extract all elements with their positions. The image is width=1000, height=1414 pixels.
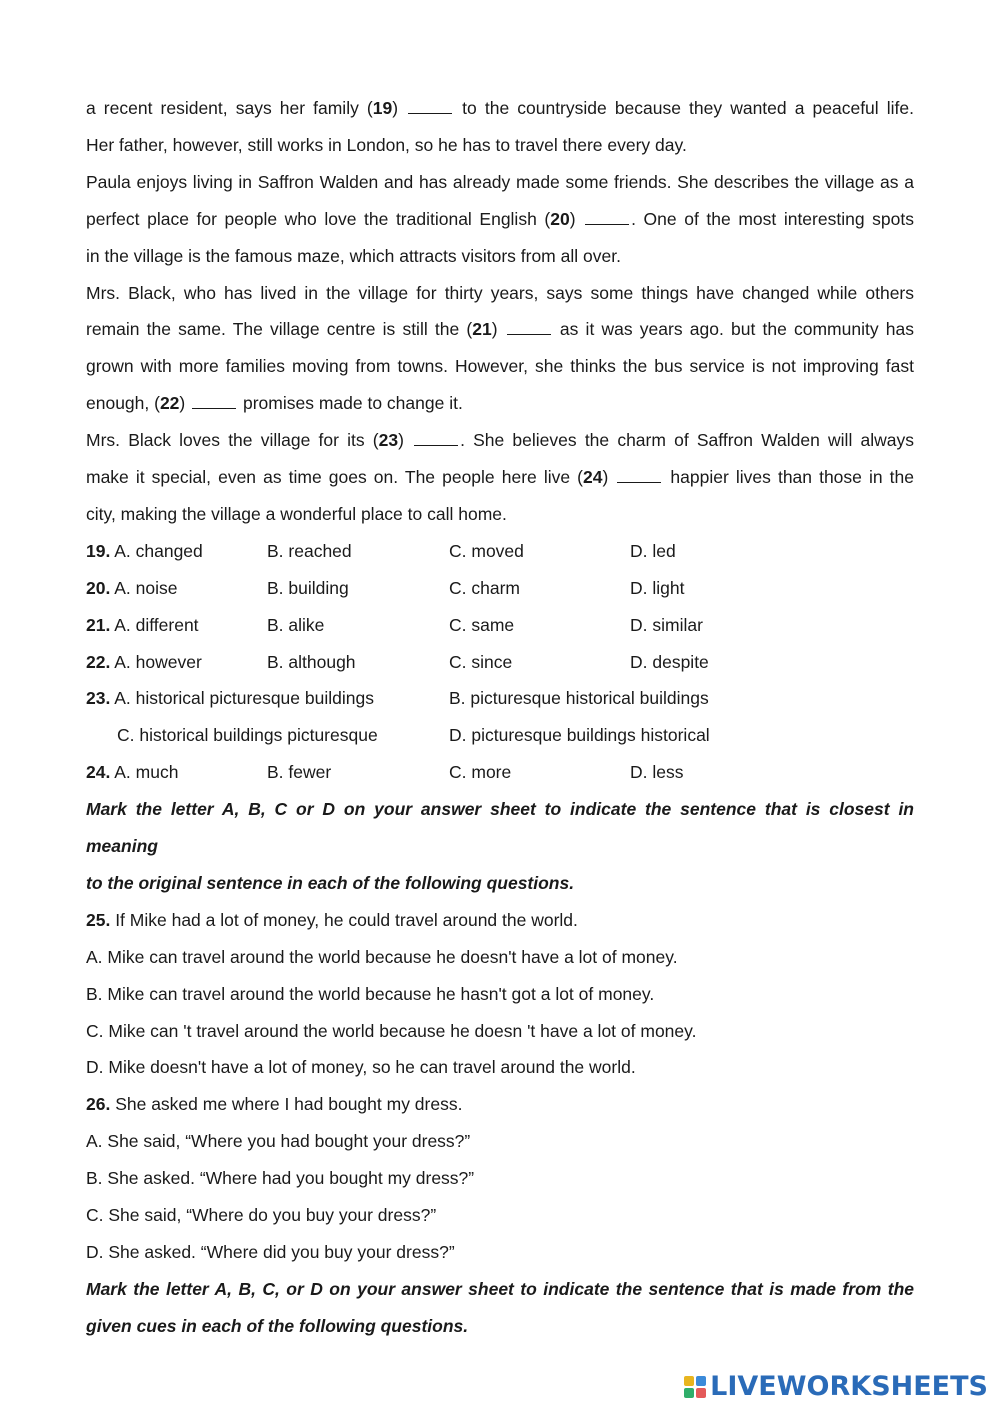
- option-c[interactable]: C. Mike can 't travel around the world because he doesn 't have a lot of money.: [86, 1020, 697, 1041]
- worksheet-page: [86, 90, 914, 1345]
- option-a[interactable]: A. different: [114, 614, 199, 635]
- question-22: 22. A. however B. although C. since D. despite: [86, 644, 914, 681]
- question-21: 21. A. different B. alike C. same D. similar: [86, 607, 914, 644]
- option-b[interactable]: B. Mike can travel around the world because he hasn't got a lot of money.: [86, 983, 655, 1004]
- answer-blank[interactable]: [408, 99, 452, 114]
- question-23: 23. A. historical picturesque buildings B. picturesque historical buildings: [86, 680, 914, 717]
- liveworksheets-logo[interactable]: [684, 1371, 988, 1402]
- passage-line: Mrs. Black, who has lived in the village for thirty years, says some things have changed while others: [86, 282, 914, 303]
- option-d[interactable]: D. picturesque buildings historical: [449, 725, 710, 746]
- option-c[interactable]: C. historical buildings picturesque: [117, 725, 378, 746]
- option-b[interactable]: B. alike: [267, 614, 325, 635]
- passage-line: a recent resident, says her family (19) to the countryside because they wanted a peaceful life.: [86, 98, 914, 118]
- section-instruction: Mark the letter A, B, C, or D on your answer sheet to indicate the sentence that is made from the: [86, 1278, 914, 1299]
- passage-line: grown with more families moving from towns. However, she thinks the bus service is not improving fast: [86, 356, 914, 377]
- question-25-stem: 25. If Mike had a lot of money, he could travel around the world.: [86, 909, 578, 930]
- passage-line: Paula enjoys living in Saffron Walden and has already made some friends. She describes the village as a: [86, 171, 914, 192]
- option-c[interactable]: C. She said, “Where do you buy your dress?”: [86, 1205, 437, 1226]
- option-d[interactable]: D. Mike doesn't have a lot of money, so he can travel around the world.: [86, 1057, 636, 1078]
- question-20: 20. A. noise B. building C. charm D. light: [86, 570, 914, 607]
- option-c[interactable]: C. same: [449, 614, 515, 635]
- option-b[interactable]: B. She asked. “Where had you bought my dress?”: [86, 1168, 475, 1189]
- logo-text: LIVEWORKSHEETS: [710, 1371, 988, 1402]
- answer-blank[interactable]: [617, 468, 661, 483]
- option-a[interactable]: A. She said, “Where you had bought your dress?”: [86, 1131, 471, 1152]
- option-d[interactable]: D. despite: [630, 651, 709, 672]
- option-b[interactable]: B. building: [267, 577, 349, 598]
- answer-blank[interactable]: [192, 394, 236, 409]
- section-instruction: Mark the letter A, B, C or D on your answer sheet to indicate the sentence that is closest in meaning: [86, 799, 914, 857]
- passage-line: remain the same. The village centre is still the (21) as it was years ago. but the community has: [86, 319, 914, 340]
- question-24: 24. A. much B. fewer C. more D. less: [86, 754, 914, 791]
- answer-blank[interactable]: [414, 431, 458, 446]
- logo-mark-icon: [684, 1376, 706, 1398]
- option-b[interactable]: B. reached: [267, 540, 352, 561]
- option-d[interactable]: D. She asked. “Where did you buy your dress?”: [86, 1241, 455, 1262]
- question-26-stem: 26. She asked me where I had bought my dress.: [86, 1094, 463, 1115]
- option-c[interactable]: C. more: [449, 762, 512, 783]
- option-b[interactable]: B. picturesque historical buildings: [449, 688, 709, 709]
- option-d[interactable]: D. less: [630, 762, 684, 783]
- passage-line: Her father, however, still works in London, so he has to travel there every day.: [86, 134, 687, 155]
- option-a[interactable]: A. changed: [114, 540, 203, 561]
- answer-blank[interactable]: [507, 320, 551, 335]
- option-c[interactable]: C. moved: [449, 540, 524, 561]
- option-a[interactable]: A. historical picturesque buildings: [114, 688, 374, 709]
- option-d[interactable]: D. led: [630, 540, 676, 561]
- passage-line: make it special, even as time goes on. The people here live (24) happier lives than those in the: [86, 467, 914, 488]
- passage-line: city, making the village a wonderful place to call home.: [86, 503, 507, 524]
- option-c[interactable]: C. charm: [449, 577, 520, 598]
- option-d[interactable]: D. light: [630, 577, 685, 598]
- option-a[interactable]: A. however: [114, 651, 202, 672]
- passage-line: perfect place for people who love the traditional English (20) . One of the most interesting spots: [86, 208, 914, 229]
- option-a[interactable]: A. much: [114, 762, 179, 783]
- section-instruction: to the original sentence in each of the following questions.: [86, 872, 575, 893]
- option-d[interactable]: D. similar: [630, 614, 703, 635]
- passage-line: in the village is the famous maze, which attracts visitors from all over.: [86, 245, 621, 266]
- question-19: 19. A. changed B. reached C. moved D. led: [86, 533, 914, 570]
- answer-blank[interactable]: [585, 210, 629, 225]
- reading-passage: [86, 90, 914, 533]
- option-a[interactable]: A. Mike can travel around the world because he doesn't have a lot of money.: [86, 946, 678, 967]
- passage-line: Mrs. Black loves the village for its (23) . She believes the charm of Saffron Walden will always: [86, 430, 915, 451]
- option-c[interactable]: C. since: [449, 651, 513, 672]
- section-instruction: given cues in each of the following questions.: [86, 1315, 469, 1336]
- option-b[interactable]: B. although: [267, 651, 356, 672]
- option-a[interactable]: A. noise: [114, 577, 178, 598]
- question-23-row2: [86, 717, 914, 754]
- option-b[interactable]: B. fewer: [267, 762, 332, 783]
- passage-line: enough, (22) promises made to change it.: [86, 393, 463, 414]
